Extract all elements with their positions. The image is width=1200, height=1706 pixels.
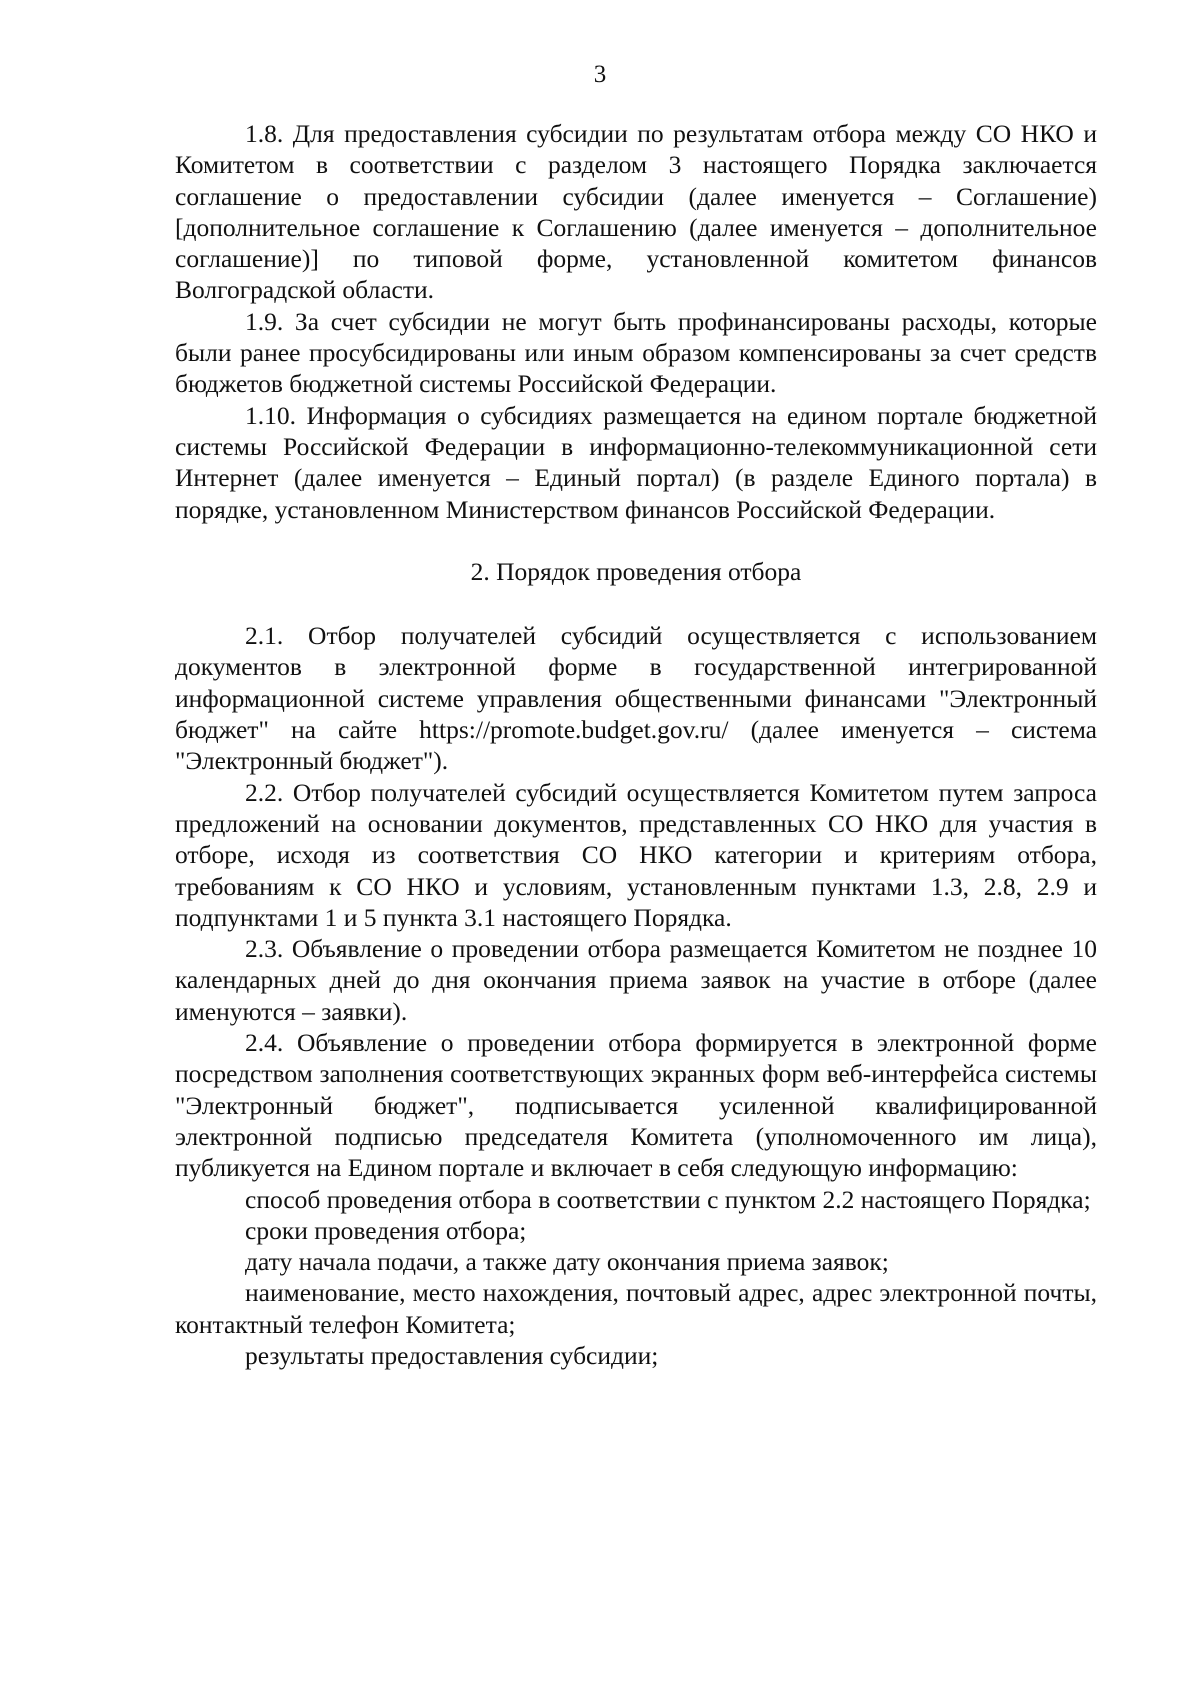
document-body	[175, 118, 1097, 1371]
paragraph-2-4: 2.4. Объявление о проведении отбора формируется в электронной форме посредством заполнения соответствующих экранных форм веб-интерфейса системы "Электронный бюджет", подписывается усиленной квалифицированной электронной подписью председателя Комитета (уполномоченного им лица), публикуется на Едином портале и включает в себя следующую информацию:	[175, 1028, 1097, 1183]
section-heading: 2. Порядок проведения отбора	[470, 556, 802, 586]
paragraph-2-2: 2.2. Отбор получателей субсидий осуществляется Комитетом путем запроса предложений на основании документов, представленных СО НКО для участия в отборе, исходя из соответствия СО НКО категории и критериям отбора, требованиям к СО НКО и условиям, установленным пунктами 1.3, 2.8, 2.9 и подпунктами 1 и 5 пункта 3.1 настоящего Порядка.	[175, 777, 1097, 932]
paragraph-1-9: 1.9. За счет субсидии не могут быть профинансированы расходы, которые были ранее просубсидированы или иным образом компенсированы за счет средств бюджетов бюджетной системы Российской Федерации.	[175, 306, 1097, 399]
list-item-selection-dates: сроки проведения отбора;	[245, 1215, 527, 1245]
page-number: 3	[593, 61, 607, 88]
list-item-subsidy-results: результаты предоставления субсидии;	[245, 1340, 659, 1370]
list-item-application-dates: дату начала подачи, а также дату окончания приема заявок;	[245, 1247, 889, 1277]
list-item-selection-method: способ проведения отбора в соответствии с пунктом 2.2 настоящего Порядка;	[245, 1184, 1091, 1214]
paragraph-2-3: 2.3. Объявление о проведении отбора размещается Комитетом не позднее 10 календарных дней до дня окончания приема заявок на участие в отборе (далее именуются – заявки).	[175, 934, 1097, 1026]
paragraph-2-1: 2.1. Отбор получателей субсидий осуществляется с использованием документов в электронной форме в государственной интегрированной информационной системе управления общественными финансами "Электронный бюджет" на сайте https://promote.budget.gov.ru/ (далее именуется – система "Электронный бюджет").	[175, 621, 1097, 776]
list-item-committee-contacts: наименование, место нахождения, почтовый адрес, адрес электронной почты, контактный телефон Комитета;	[175, 1278, 1097, 1339]
paragraph-1-10: 1.10. Информация о субсидиях размещается на едином портале бюджетной системы Российской Федерации в информационно-телекоммуникационной сети Интернет (далее именуется – Единый портал) (в разделе Единого портала) в порядке, установленном Министерством финансов Российской Федерации.	[175, 400, 1097, 524]
paragraph-1-8: 1.8. Для предоставления субсидии по результатам отбора между СО НКО и Комитетом в соответствии с разделом 3 настоящего Порядка заключается соглашение о предоставлении субсидии (далее именуется – Соглашение) [дополнительное соглашение к Соглашению (далее именуется – дополнительное соглашение)] по типовой форме, установленной комитетом финансов Волгоградской области.	[175, 119, 1097, 305]
